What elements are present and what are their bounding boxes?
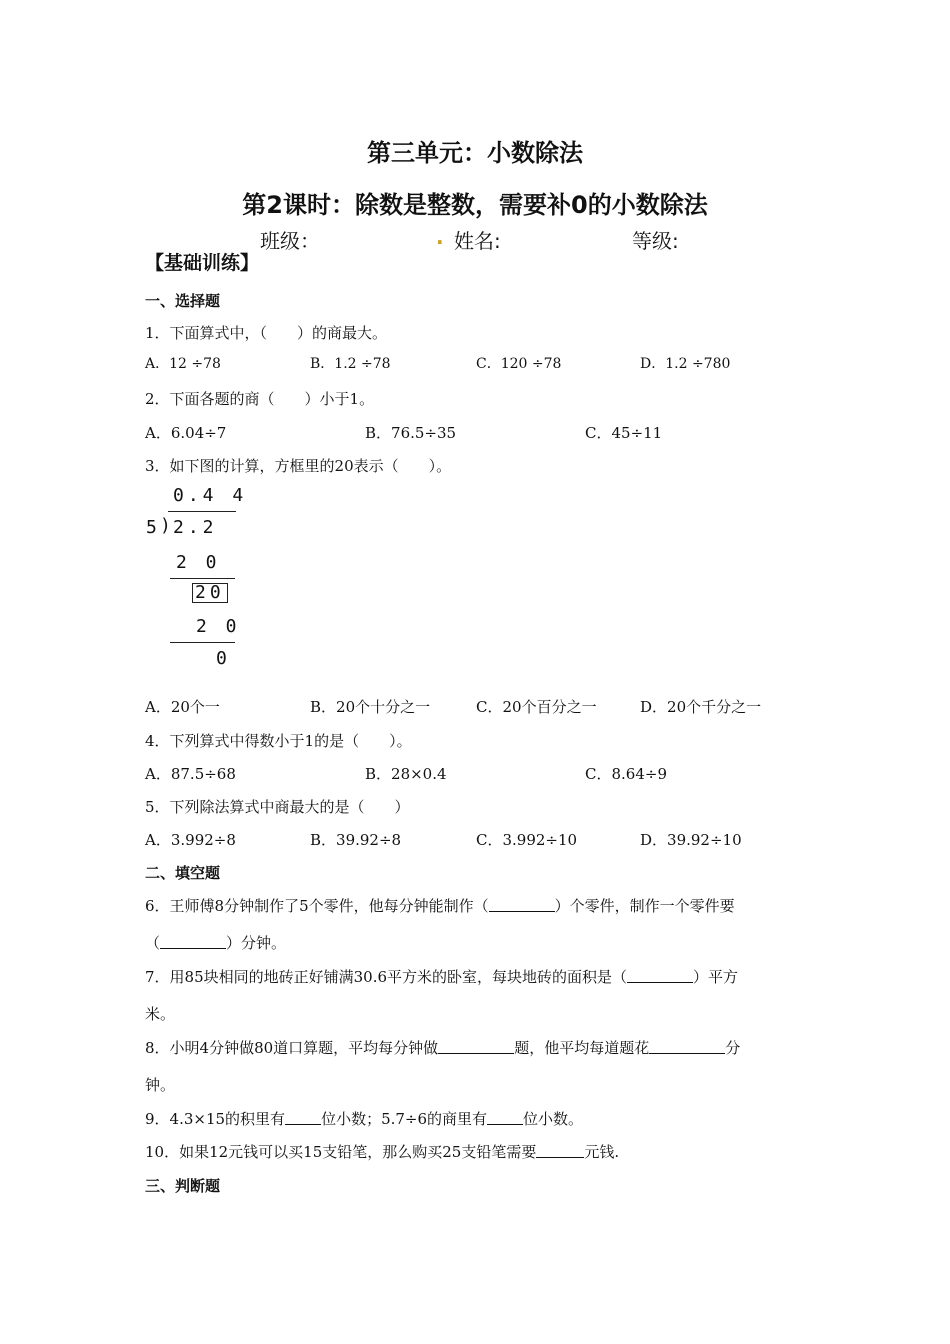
q2-option-b: B．76.5÷35 xyxy=(365,424,457,442)
q6-text-4: ）分钟。 xyxy=(226,934,287,952)
q7-blank[interactable] xyxy=(627,968,693,983)
q6-blank-2[interactable] xyxy=(160,934,226,949)
division-top-line xyxy=(168,511,236,512)
page-title: 第三单元：小数除法 xyxy=(367,139,583,167)
q6-blank-1[interactable] xyxy=(489,897,555,912)
basic-training-heading: 【基础训练】 xyxy=(145,252,260,274)
q4-option-c: C．8.64÷9 xyxy=(585,765,667,783)
q2-option-c: C．45÷11 xyxy=(585,424,663,442)
q8-blank-2[interactable] xyxy=(649,1039,725,1054)
q8-blank-1[interactable] xyxy=(438,1039,514,1054)
q6-text-2: ）个零件，制作一个零件要 xyxy=(554,897,735,915)
q9-text-2: 位小数；5.7÷6的商里有 xyxy=(321,1110,488,1128)
name-label: 姓名: xyxy=(454,229,501,253)
q5-option-b: B．39.92÷8 xyxy=(310,831,402,849)
division-line-1 xyxy=(170,578,235,579)
q8-text-1: 8．小明4分钟做80道口算题，平均每分钟做 xyxy=(145,1039,439,1057)
division-remainder: 0 xyxy=(216,648,231,669)
question-7 xyxy=(145,966,738,987)
q7-text-2: ）平方 xyxy=(693,968,739,986)
section-fill-heading: 二、填空题 xyxy=(145,864,221,882)
grade-label: 等级: xyxy=(632,229,679,253)
q5-option-a: A．3.992÷8 xyxy=(145,831,236,849)
q5-option-c: C．3.992÷10 xyxy=(476,831,578,849)
q2-option-a: A．6.04÷7 xyxy=(145,424,227,442)
q9-blank-1[interactable] xyxy=(285,1110,321,1125)
q1-option-b: B．1.2 ÷78 xyxy=(310,356,391,372)
q9-text-3: 位小数。 xyxy=(523,1110,584,1128)
q10-text-1: 10．如果12元钱可以买15支铅笔，那么购买25支铅笔需要 xyxy=(145,1143,537,1161)
question-10 xyxy=(145,1141,619,1162)
question-2: 2．下面各题的商（ ）小于1。 xyxy=(145,390,375,408)
division-bracket: ) xyxy=(160,515,171,536)
question-8 xyxy=(145,1037,740,1058)
q3-option-c: C．20个百分之一 xyxy=(476,698,597,716)
q10-text-2: 元钱. xyxy=(584,1143,620,1161)
q4-option-a: A．87.5÷68 xyxy=(145,765,236,783)
division-quotient: 0.4 4 xyxy=(173,485,248,506)
q8-text-2: 题，他平均每道题花 xyxy=(514,1039,650,1057)
q9-text-1: 9．4.3×15的积里有 xyxy=(145,1110,286,1128)
q7-text-1: 7．用85块相同的地砖正好铺满30.6平方米的卧室，每块地砖的面积是（ xyxy=(145,968,628,986)
q10-blank[interactable] xyxy=(536,1143,584,1158)
question-3: 3．如下图的计算，方框里的20表示（ ）。 xyxy=(145,457,452,475)
section-choice-heading: 一、选择题 xyxy=(145,292,221,310)
division-dividend: 2.2 xyxy=(173,517,218,538)
question-1: 1．下面算式中，（ ）的商最大。 xyxy=(145,324,388,342)
q5-option-d: D．39.92÷10 xyxy=(640,831,742,849)
separator-dot: . xyxy=(436,225,444,249)
question-8-cont: 钟。 xyxy=(145,1076,176,1094)
division-step-1: 2 0 xyxy=(176,552,221,573)
question-9 xyxy=(145,1108,583,1129)
q9-blank-2[interactable] xyxy=(487,1110,523,1125)
q1-option-a: A．12 ÷78 xyxy=(145,356,221,372)
question-6-cont xyxy=(145,932,286,953)
lesson-subtitle: 第2课时：除数是整数，需要补0的小数除法 xyxy=(242,191,708,219)
division-boxed-value: 20 xyxy=(192,583,228,603)
division-divisor: 5 xyxy=(146,517,161,538)
question-6 xyxy=(145,895,735,916)
long-division-figure xyxy=(140,480,260,680)
question-7-cont: 米。 xyxy=(145,1005,176,1023)
section-judge-heading: 三、判断题 xyxy=(145,1177,221,1195)
q6-text-1: 6．王师傅8分钟制作了5个零件，他每分钟能制作（ xyxy=(145,897,489,915)
division-line-2 xyxy=(170,642,235,643)
question-4: 4．下列算式中得数小于1的是（ ）。 xyxy=(145,732,412,750)
q8-text-3: 分 xyxy=(725,1039,741,1057)
q6-text-3: （ xyxy=(145,934,161,952)
q3-option-d: D．20个千分之一 xyxy=(640,698,762,716)
q3-option-b: B．20个十分之一 xyxy=(310,698,431,716)
question-5: 5．下列除法算式中商最大的是（ ） xyxy=(145,798,410,816)
q1-option-d: D．1.2 ÷780 xyxy=(640,356,731,372)
q1-option-c: C．120 ÷78 xyxy=(476,356,562,372)
division-step-2: 2 0 xyxy=(196,616,241,637)
q3-option-a: A．20个一 xyxy=(145,698,220,716)
class-label: 班级： xyxy=(260,229,320,253)
q4-option-b: B．28×0.4 xyxy=(365,765,447,783)
